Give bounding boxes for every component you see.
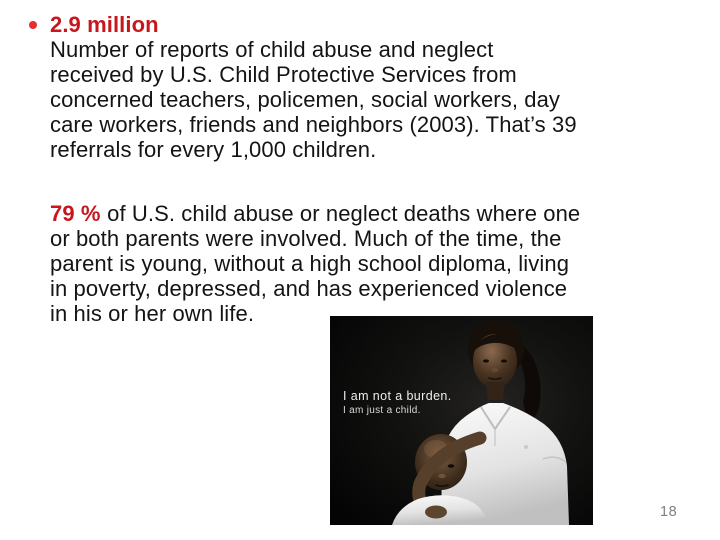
polo-logo <box>524 445 528 449</box>
girl-nose <box>492 368 499 372</box>
body-line: in his or her own life. <box>50 301 255 326</box>
boy-eye-right <box>448 464 454 468</box>
body-line: concerned teachers, policemen, social workers, day <box>50 87 561 112</box>
body-line: care workers, friends and neighbors (2003). That’s 39 <box>50 112 577 137</box>
children-photo <box>330 316 593 525</box>
body-line-text: of U.S. child abuse or neglect deaths where one <box>107 201 581 226</box>
page-number: 18 <box>660 504 678 520</box>
body-line: Number of reports of child abuse and neglect <box>50 37 494 62</box>
girl-neck <box>486 382 505 400</box>
body-line: in poverty, depressed, and has experienced violence <box>50 276 568 301</box>
body-line: referrals for every 1,000 children. <box>50 137 377 162</box>
body-line <box>50 201 690 226</box>
children-photo-art <box>330 316 593 525</box>
body-line: received by U.S. Child Protective Services from <box>50 62 517 87</box>
girl-eye-left <box>483 359 489 362</box>
bullet-point-2 <box>50 201 690 326</box>
girl-hand <box>425 506 447 519</box>
girl-eye-right <box>501 359 507 362</box>
photo-caption-line2: I am just a child. <box>343 405 421 416</box>
body-line: or both parents were involved. Much of the time, the <box>50 226 562 251</box>
bullet-point-1 <box>50 12 690 162</box>
bullet-icon <box>29 21 37 29</box>
body-line: parent is young, without a high school diploma, living <box>50 251 570 276</box>
boy-nose <box>438 474 445 478</box>
stat-headline: 2.9 million <box>50 12 159 37</box>
photo-caption-line1: I am not a burden. <box>343 389 452 403</box>
stat-lead: 79 % <box>50 201 101 226</box>
